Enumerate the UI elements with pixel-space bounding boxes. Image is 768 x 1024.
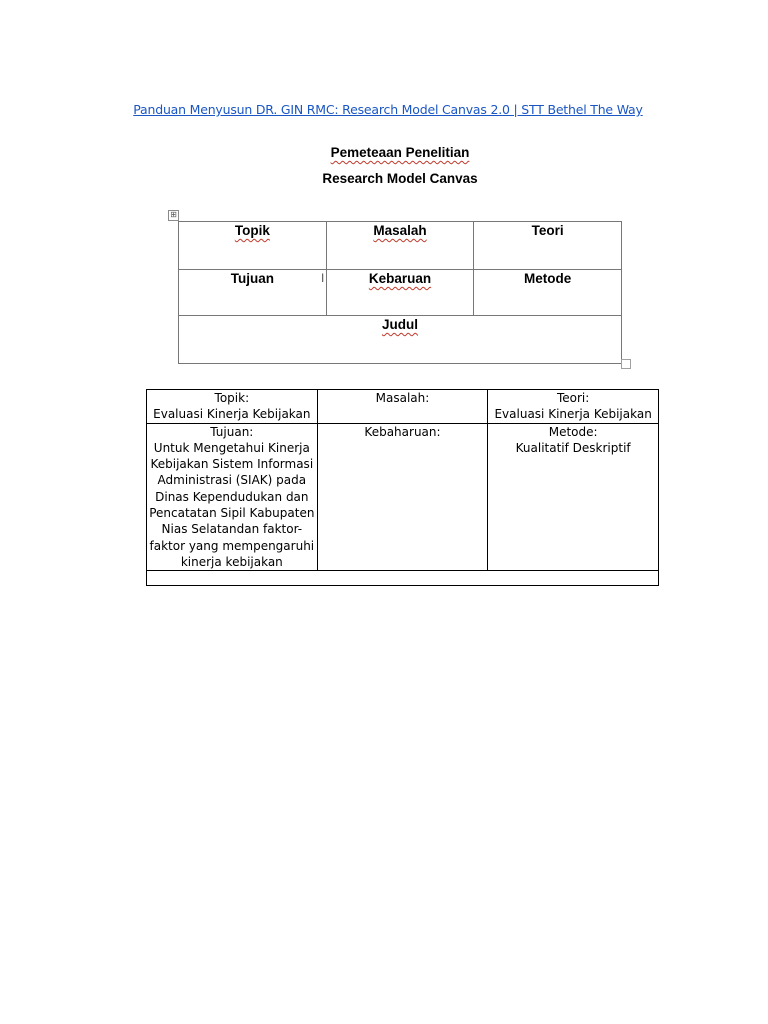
rmc-figure-image <box>168 140 632 372</box>
rmc-cell-teori <box>474 222 622 270</box>
topik-value: Evaluasi Kinerja Kebijakan <box>153 407 311 422</box>
rmc-cell-tujuan <box>179 270 327 316</box>
topik-label: Topik: <box>214 391 250 405</box>
teori-value: Evaluasi Kinerja Kebijakan <box>494 407 652 422</box>
tujuan-label: Tujuan: <box>210 424 254 439</box>
cell-metode[interactable] <box>488 423 659 571</box>
research-table <box>146 389 659 586</box>
rmc-cell-judul <box>179 316 622 364</box>
rmc-cell-metode <box>474 270 622 316</box>
rmc-label-metode: Metode <box>524 271 572 286</box>
metode-label: Metode: <box>548 424 598 439</box>
table-resize-handle[interactable] <box>621 359 631 369</box>
rmc-cell-kebaruan <box>326 270 474 316</box>
cell-tujuan[interactable] <box>147 423 318 571</box>
cell-kebaharuan[interactable] <box>317 423 488 571</box>
rmc-label-tujuan: Tujuan <box>230 271 274 286</box>
rmc-label-kebaruan: Kebaruan <box>368 271 432 286</box>
rmc-cell-topik <box>179 222 327 270</box>
figure-title: Pemeteaan Penelitian <box>330 145 470 160</box>
rmc-grid <box>178 221 622 364</box>
rmc-label-topik: Topik <box>234 223 270 238</box>
table-move-icon[interactable]: ⊞ <box>168 210 179 221</box>
cell-topik[interactable] <box>147 390 318 424</box>
kebaharuan-label: Kebaharuan: <box>364 424 441 439</box>
masalah-label: Masalah: <box>375 391 430 405</box>
rmc-cell-masalah <box>326 222 474 270</box>
rmc-label-masalah: Masalah <box>373 223 427 238</box>
cell-masalah[interactable] <box>317 390 488 424</box>
figure-subtitle: Research Model Canvas <box>322 171 478 186</box>
rmc-label-judul: Judul <box>382 317 418 332</box>
tujuan-value: Untuk Mengetahui Kinerja Kebijakan Sistem Informasi Administrasi (SIAK) pada Dinas Kependudukan dan Pencatatan Sipil Kabupaten Nias Selatandan faktor-faktor yang mempengaruhi kinerja kebijakan <box>149 440 315 569</box>
text-cursor-icon: I <box>321 271 325 285</box>
rmc-label-teori: Teori <box>531 223 564 238</box>
header-link[interactable]: Panduan Menyusun DR. GIN RMC: Research Model Canvas 2.0 | STT Bethel The Way <box>133 102 643 117</box>
metode-value: Kualitatif Deskriptif <box>515 440 631 455</box>
teori-label: Teori: <box>556 391 590 405</box>
cell-judul[interactable] <box>147 571 659 586</box>
cell-teori[interactable] <box>488 390 659 424</box>
